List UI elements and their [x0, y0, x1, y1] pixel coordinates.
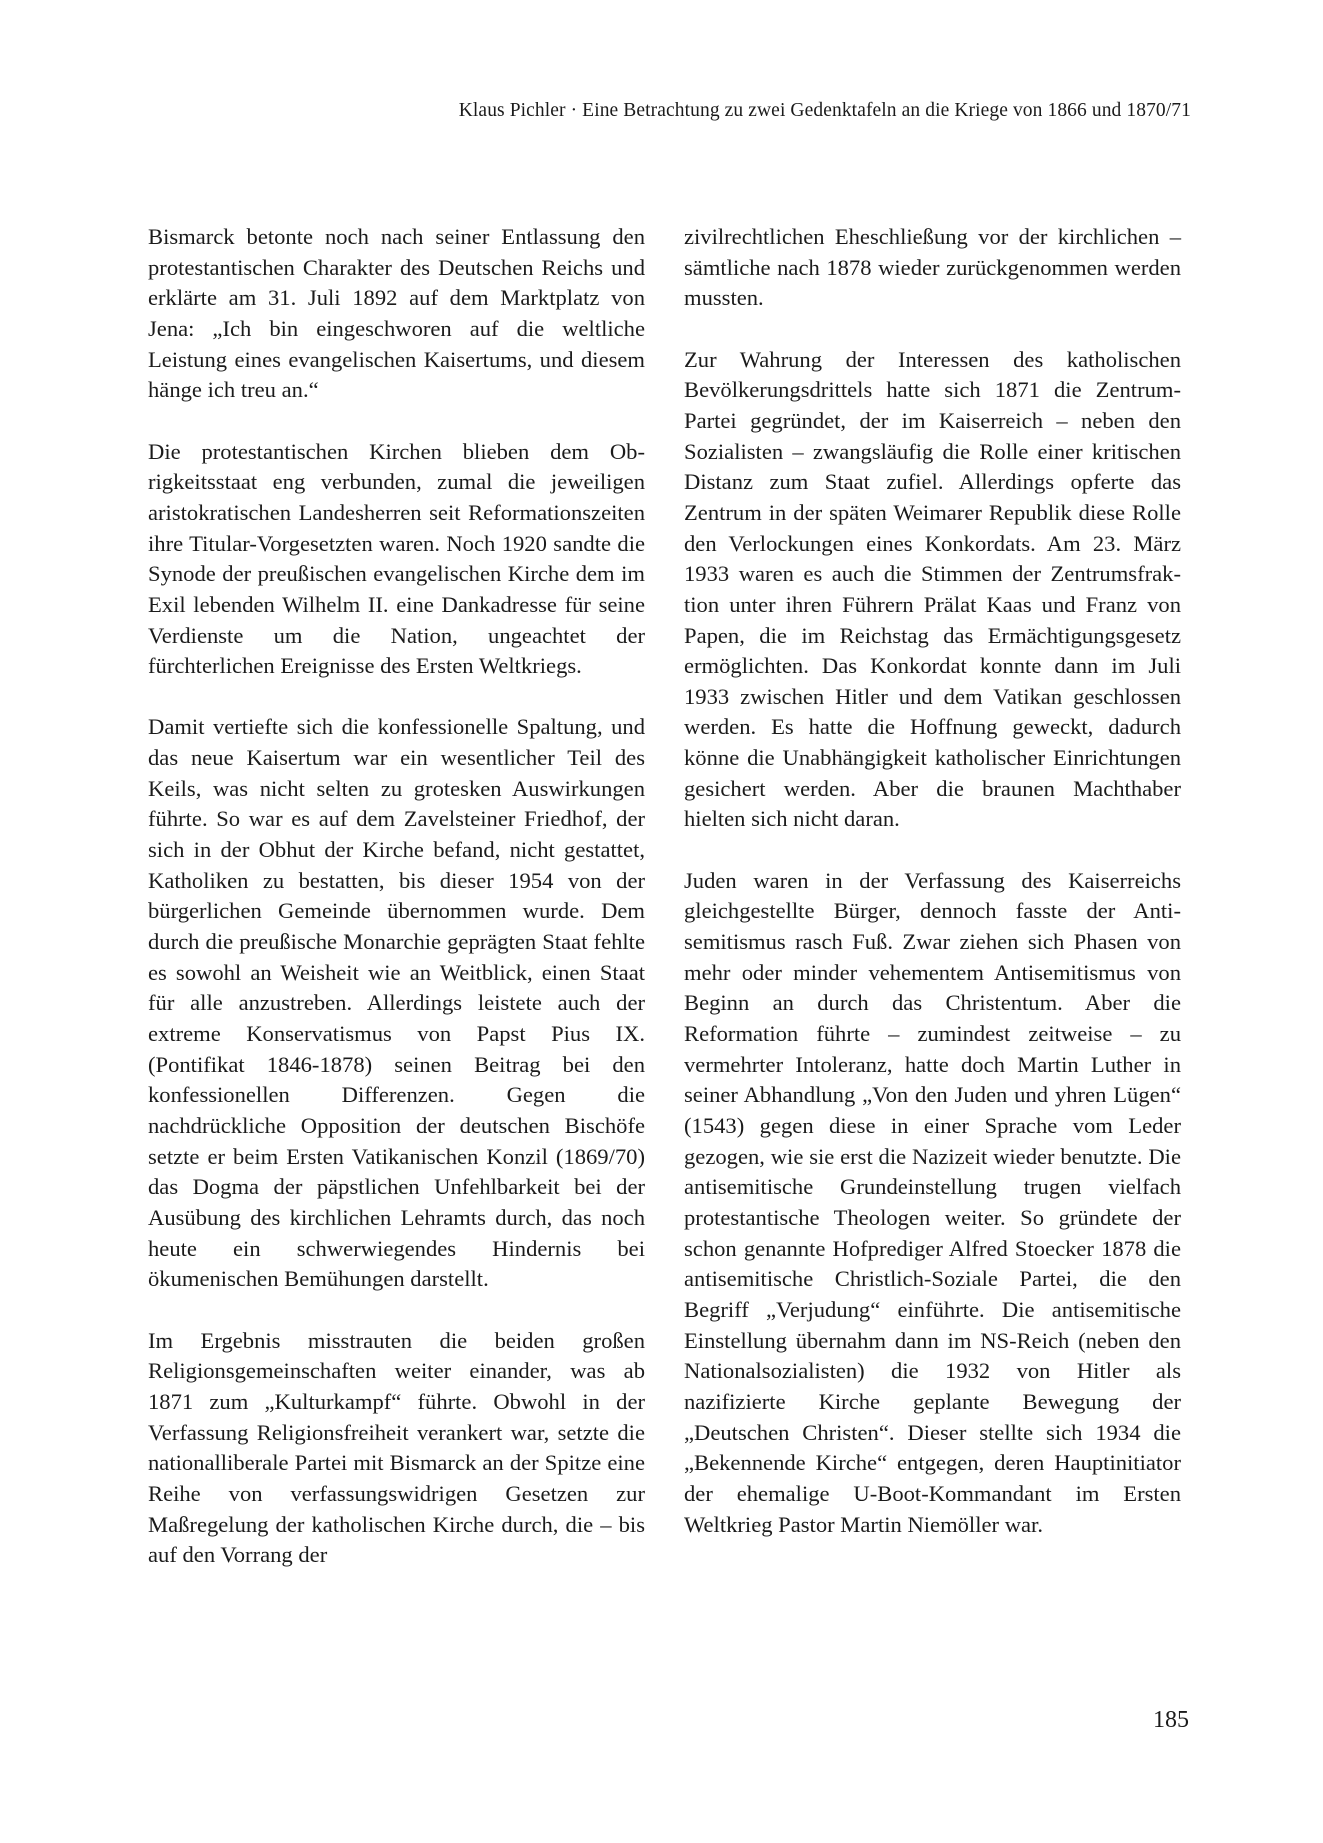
right-column	[684, 222, 1181, 1540]
paragraph: Zur Wahrung der Interessen des katholischen Bevölkerungsdrittels hatte sich 1871 die Zentrum-Partei gegründet, der im Kaiserreich – neben den Sozialisten – zwangsläufig die Rolle einer kritischen Distanz zum Staat zufiel. Allerdings opferte das Zentrum in der späten Weimarer Republik diese Rolle den Verlockungen eines Konkordats. Am 23. März 1933 waren es auch die Stimmen der Zentrumsfraktion unter ihren Führern Prälat Kaas und Franz von Papen, die im Reichstag das Ermächtigungsgesetz ermöglichten. Das Konkordat konnte dann im Juli 1933 zwischen Hitler und dem Vatikan geschlossen werden. Es hatte die Hoffnung geweckt, dadurch könne die Unabhängigkeit katholischer Einrichtungen gesichert werden. Aber die braunen Machthaber hielten sich nicht daran.	[684, 346, 1181, 832]
paragraph: Im Ergebnis misstrauten die beiden großen Religionsgemeinschaften weiter einander, was ab 1871 zum „Kulturkampf“ führte. Obwohl in der Verfassung Religionsfreiheit verankert war, setzte die nationalliberale Partei mit Bismarck an der Spitze eine Reihe von verfassungswidrigen Gesetzen zur Maßregelung der katholischen Kirche durch, die – bis auf den Vorrang der	[148, 1327, 645, 1568]
page-number: 185	[1153, 1707, 1189, 1733]
paragraph: Bismarck betonte noch nach seiner Entlassung den protestantischen Charakter des Deutschen Reichs und erklärte am 31. Juli 1892 auf dem Marktplatz von Jena: „Ich bin eingeschworen auf die weltliche Leistung eines evangelischen Kaisertums, und diesem hänge ich treu an.“	[148, 224, 645, 403]
paragraph: Juden waren in der Verfassung des Kaiserreichs gleichgestellte Bürger, dennoch fasste der Antisemitismus rasch Fuß. Zwar ziehen sich Phasen von mehr oder minder vehementem Antisemitismus von Beginn an durch das Christentum. Aber die Reformation führte – zumindest zeitweise – zu vermehrter Intoleranz, hatte doch Martin Luther in seiner Abhandlung „Von den Juden und yhren Lügen“ (1543) gegen diese in einer Sprache vom Leder gezogen, wie sie erst die Nazizeit wieder benutzte. Die antisemitische Grundeinstellung trugen vielfach protestantische Theologen weiter. So gründete der schon genannte Hofprediger Alfred Stoecker 1878 die antisemitische Christlich-Soziale Partei, die den Begriff „Verjudung“ einführte. Die antisemitische Einstellung übernahm dann im NS-Reich (neben den Nationalsozialisten) die 1932 von Hitler als nazifizierte Kirche geplante Bewegung der „Deutschen Christen“. Dieser stellte sich 1934 die „Bekennende Kirche“ entgegen, deren Hauptinitiator der ehemalige U-Boot-Kommandant im Ersten Weltkrieg Pastor Martin Niemöller war.	[684, 867, 1181, 1537]
running-head: Klaus Pichler · Eine Betrachtung zu zwei Gedenktafeln an die Kriege von 1866 und 1870/71	[458, 100, 1191, 121]
paragraph: Die protestantischen Kirchen blieben dem Obrigkeitsstaat eng verbunden, zumal die jeweiligen aristokratischen Landesherren seit Reformationszeiten ihre Titular-Vorgesetzten waren. Noch 1920 sandte die Synode der preußischen evangelischen Kirche dem im Exil lebenden Wilhelm II. eine Dankadresse für seine Verdienste um die Nation, ungeachtet der fürchterlichen Ereignisse des Ersten Weltkriegs.	[148, 438, 645, 679]
paragraph: zivilrechtlichen Eheschließung vor der kirchlichen – sämtliche nach 1878 wieder zurückgenommen werden mussten.	[684, 224, 1181, 311]
paragraph: Damit vertiefte sich die konfessionelle Spaltung, und das neue Kaisertum war ein wesentlicher Teil des Keils, was nicht selten zu grotesken Auswirkungen führte. So war es auf dem Zavelsteiner Friedhof, der sich in der Obhut der Kirche befand, nicht gestattet, Katholiken zu bestatten, bis dieser 1954 von der bürgerlichen Gemeinde übernommen wurde. Dem durch die preußische Monarchie geprägten Staat fehlte es sowohl an Weisheit wie an Weitblick, einen Staat für alle anzustreben. Allerdings leistete auch der extreme Konservatismus von Papst Pius IX. (Pontifikat 1846-1878) seinen Beitrag bei den konfessionellen Differenzen. Gegen die nachdrückliche Opposition der deutschen Bischöfe setzte er beim Ersten Vatikanischen Konzil (1869/70) das Dogma der päpstlichen Unfehlbarkeit bei der Ausübung des kirchlichen Lehramts durch, das noch heute ein schwerwiegendes Hindernis bei ökumenischen Bemühungen darstellt.	[148, 714, 645, 1292]
left-column	[148, 222, 645, 1571]
